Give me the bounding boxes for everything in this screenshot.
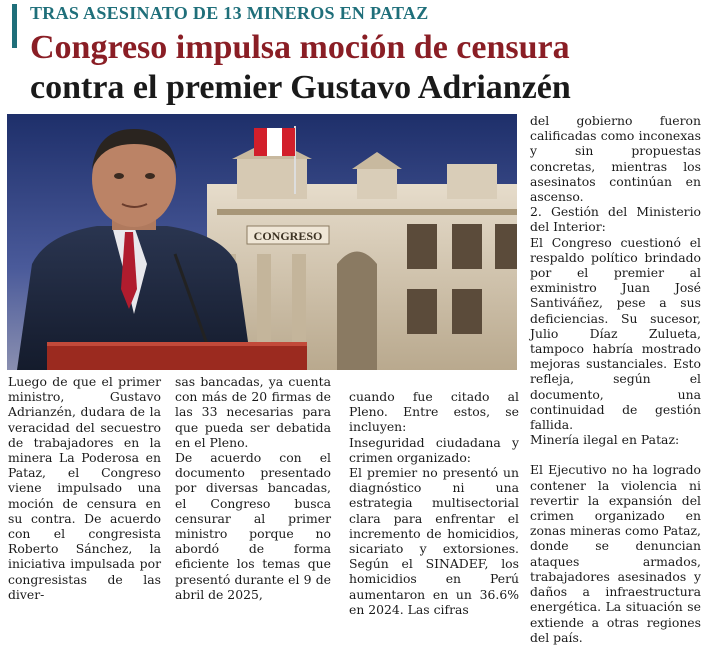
kicker-accent-bar (12, 4, 17, 48)
article-column-4 (530, 113, 701, 645)
paragraph: sas bancadas, ya cuenta con más de 20 firmas de las 33 necesarias para que pueda ser debatida en el Pleno. (175, 374, 331, 450)
subheading: Minería ilegal en Pataz: (530, 432, 680, 448)
article-column-1 (8, 374, 161, 602)
article-photo (7, 114, 517, 370)
photo-illustration (7, 114, 517, 370)
headline-line-2: contra el premier Gustavo Adrianzén (30, 69, 571, 106)
spacer (530, 447, 701, 462)
paragraph: cuando fue citado al Pleno. Entre estos, se incluyen: (349, 389, 519, 435)
paragraph: El Congreso cuestionó el respaldo político brindado por el premier al exministro Juan José Santiváñez, pese a sus deficiencias. Su sucesor, Julio Díaz Zulueta, tampoco habría mostrado mejoras sustanciales. Esto refleja, según el documento, una continuidad de gestión fallida. (530, 234, 701, 433)
paragraph: del gobierno fueron calificadas como inconexas y sin propuestas concretas, mientras los asesinatos continúan en ascenso. (530, 113, 701, 205)
subheading: 2. Gestión del Ministerio del Interior: (530, 204, 701, 235)
headline (30, 28, 700, 108)
headline-line-1: Congreso impulsa moción de censura (30, 29, 570, 66)
paragraph: De acuerdo con el documento presentado por diversas bancadas, el Congreso busca censurar al primer ministro porque no abordó de forma eficiente los temas que presentó durante el 9 de abril de 2025, (175, 450, 331, 602)
article-column-3 (349, 389, 519, 617)
article-column-2 (175, 374, 331, 602)
kicker: TRAS ASESINATO DE 13 MINEROS EN PATAZ (30, 3, 429, 23)
congress-building (207, 139, 517, 370)
paragraph: Luego de que el primer ministro, Gustavo Adrianzén, dudara de la veracidad del secuestro de trabajadores en la minera La Poderosa en Pataz, el Congreso viene impulsado una moción de censura en su contra. De acuerdo con el congresista Roberto Sánchez, la iniciativa impulsada por congresistas de las diver- (8, 374, 161, 602)
building-sign: CONGRESO (253, 229, 323, 243)
paragraph: El premier no presentó un diagnóstico ni una estrategia multisectorial clara para enfrentar el incremento de homicidios, sicariato y extorsiones. Según el SINADEF, los homicidios en Perú aumentaron en un 36.6% en 2024. Las cifras (349, 465, 519, 617)
paragraph: El Ejecutivo no ha logrado contener la violencia ni revertir la expansión del crimen organizado en zonas mineras como Pataz, donde se denuncian ataques armados, trabajadores asesinados y daños a infraestructura energética. La situación se extiende a otras regiones del país. (530, 462, 701, 645)
podium (47, 342, 307, 370)
subheading: Inseguridad ciudadana y crimen organizado: (349, 434, 519, 465)
